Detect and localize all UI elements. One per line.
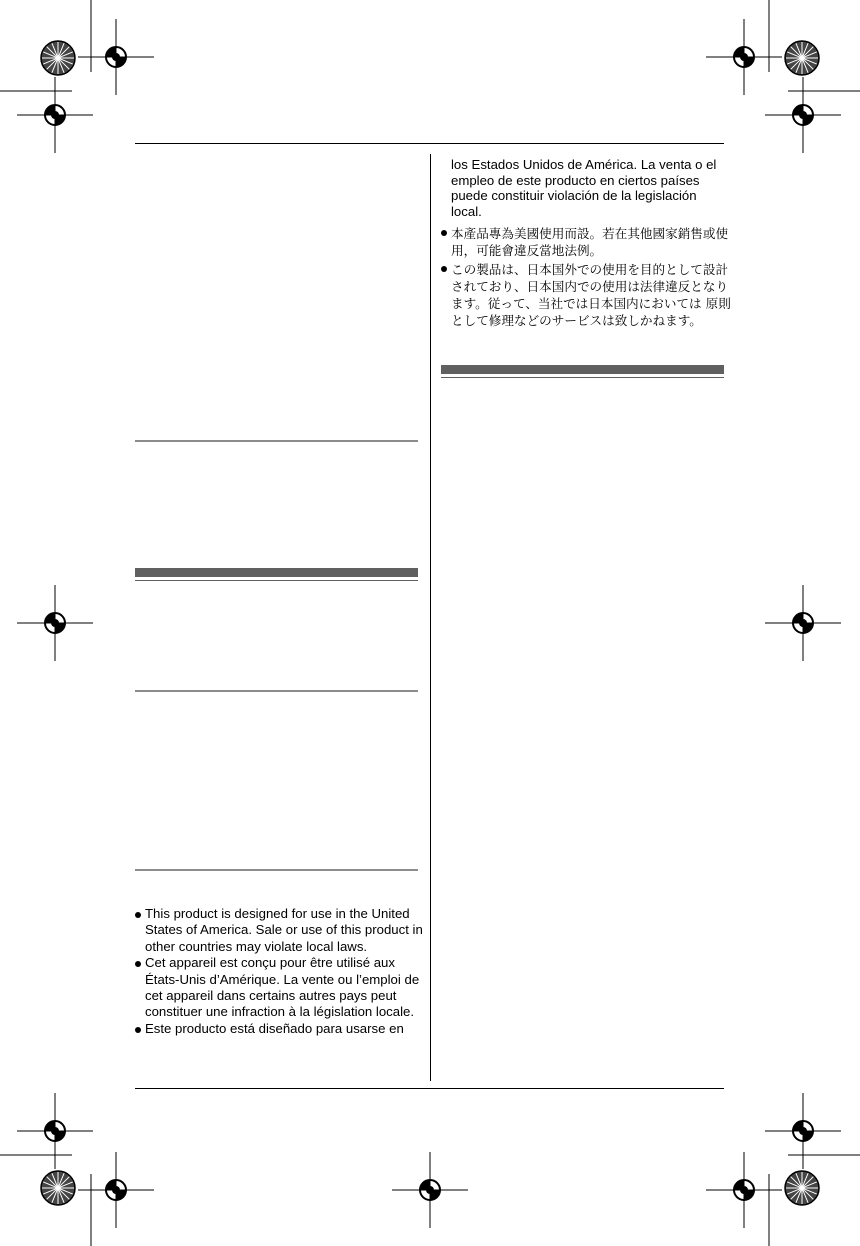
- crosshair-target-icon: [78, 19, 154, 95]
- star-target-icon: [41, 1171, 75, 1205]
- crosshair-target-icon: [17, 1093, 93, 1169]
- note-spanish-start-text: Este producto está diseñado para usarse en: [145, 1020, 404, 1036]
- star-target-icon: [785, 1171, 819, 1205]
- note-english-text: This product is designed for use in the United States of America. Sale or use of this product in other countries may violate local laws.: [145, 906, 423, 954]
- crosshair-target-icon: [706, 19, 782, 95]
- crosshair-target-icon: [765, 77, 841, 153]
- crosshair-target-icon: [78, 1152, 154, 1228]
- crosshair-target-icon: [392, 1152, 468, 1228]
- crosshair-target-icon: [765, 1093, 841, 1169]
- note-french-text: Cet appareil est conçu pour être utilisé aux États-Unis d’Amérique. La vente ou l’emploi de cet appareil dans certains autres pays peut constituer une infraction à la législation locale.: [145, 955, 420, 1020]
- note-spanish-continued: los Estados Unidos de América. La venta o el empleo de este producto en ciertos países puede constituir violación de la legislación local.: [451, 157, 717, 219]
- star-target-icon: [41, 41, 75, 75]
- crosshair-target-icon: [706, 1152, 782, 1228]
- crosshair-target-icon: [765, 585, 841, 661]
- note-chinese-text: 本產品專為美國使用而設。若在其他國家銷售或使用，可能會違反當地法例。: [451, 226, 729, 259]
- crosshair-target-icon: [17, 77, 93, 153]
- star-target-icon: [785, 41, 819, 75]
- note-japanese-text: この製品は、日本国外での使用を目的として設計されており、日本国内での使用は法律違反となります。従って、当社では日本国内においては 原則として修理などのサービスは致しかねます。: [451, 262, 731, 329]
- crosshair-target-icon: [17, 585, 93, 661]
